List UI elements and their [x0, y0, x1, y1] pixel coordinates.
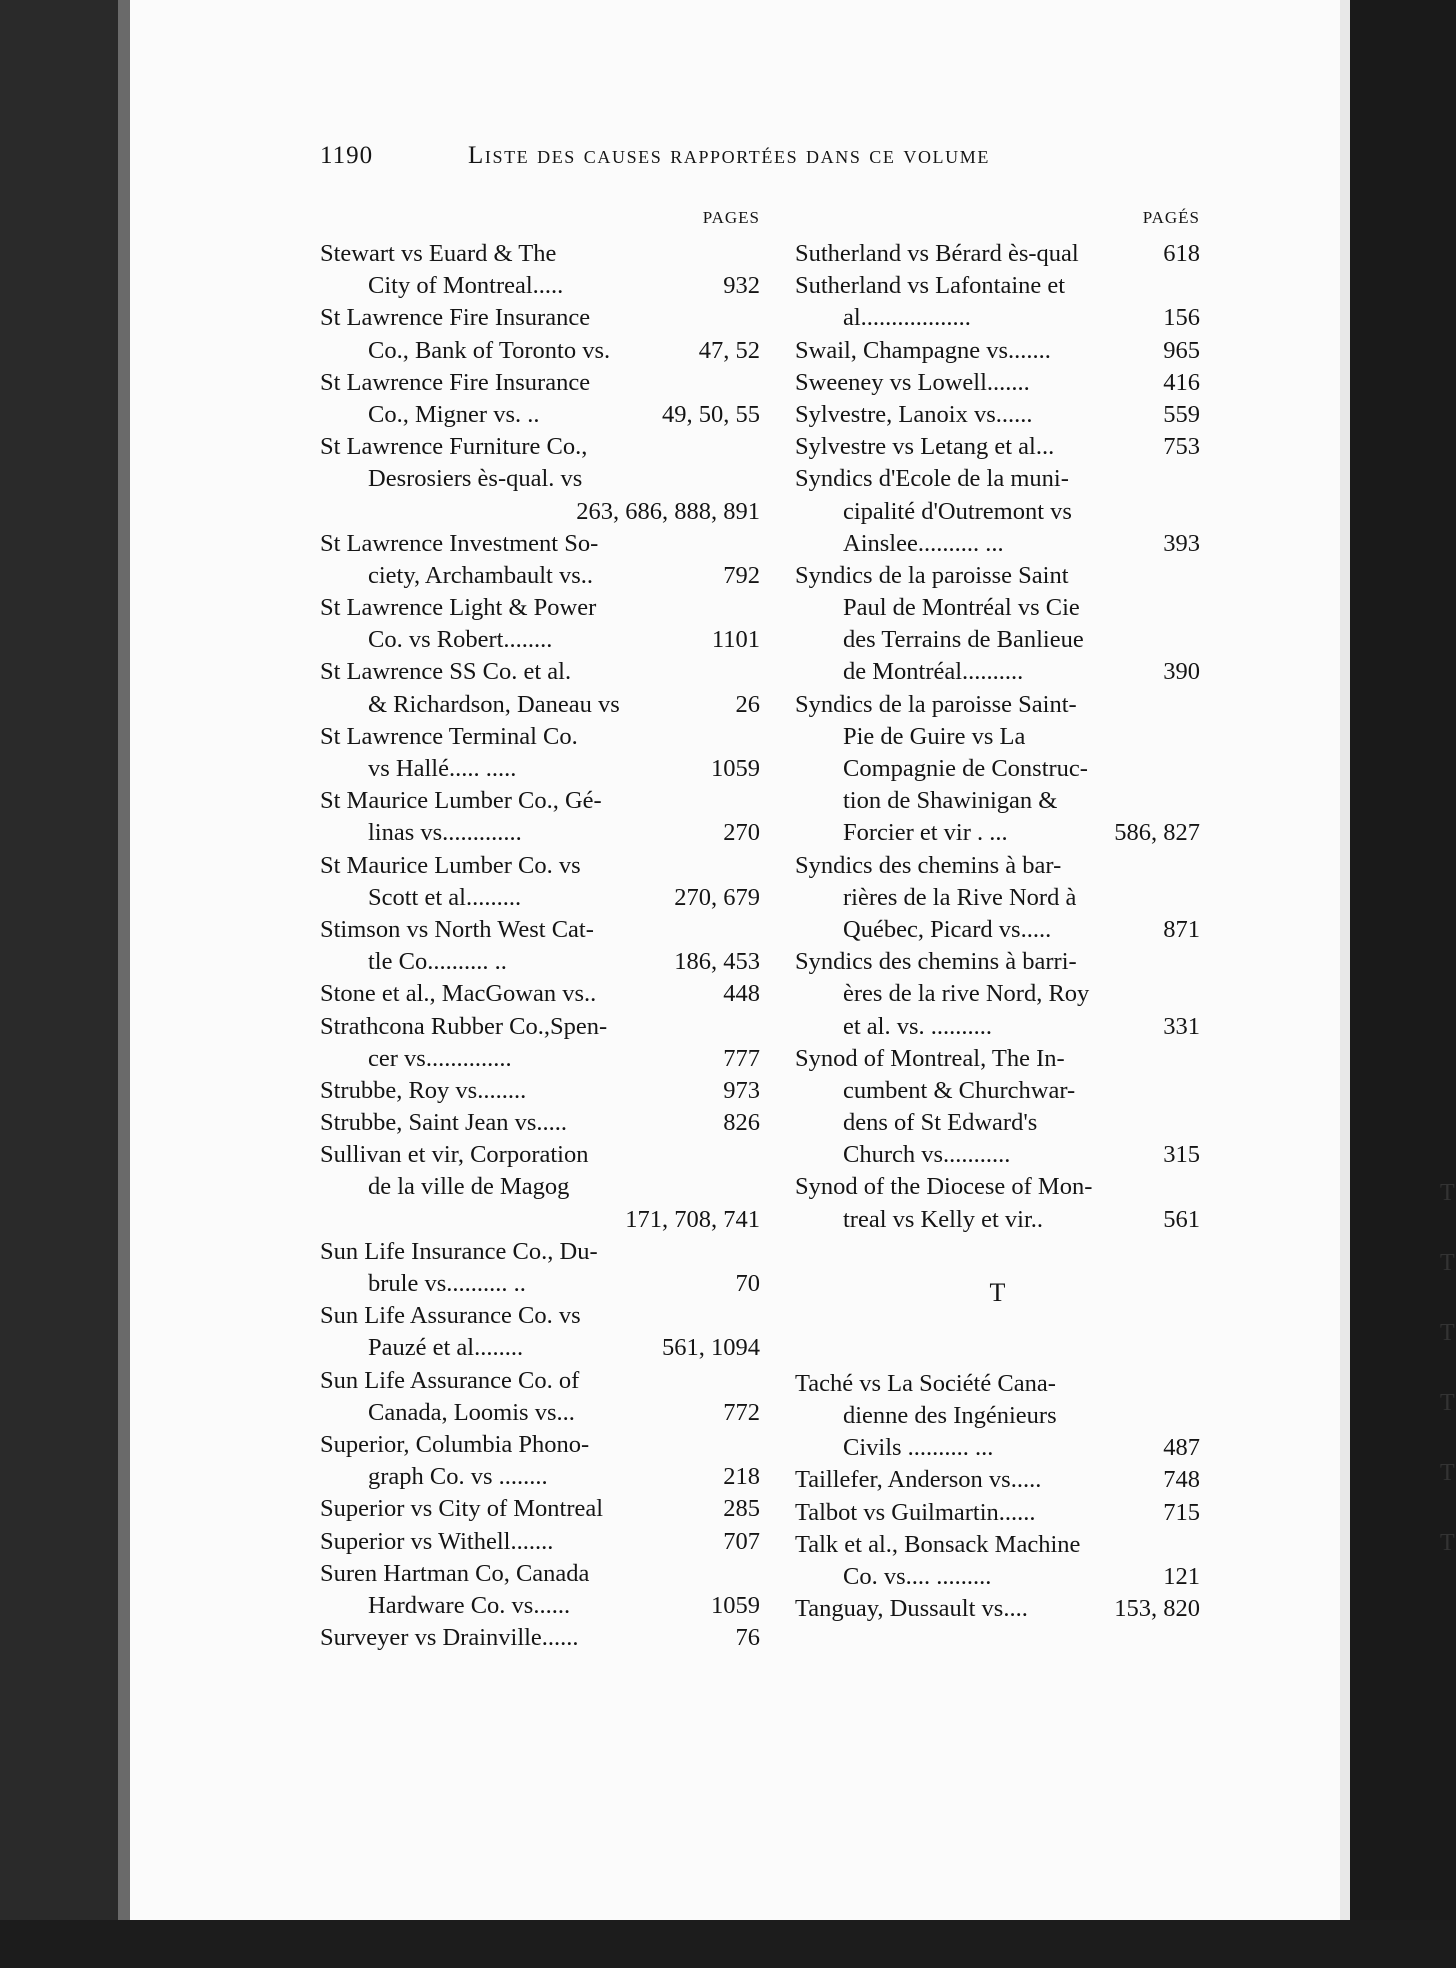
adjacent-page-letters [1440, 1180, 1456, 1600]
page-reference: 263, 686, 888, 891 [570, 496, 760, 528]
case-text: Syndics de la paroisse Saint [795, 561, 1069, 589]
index-line [320, 1300, 760, 1332]
page-reference: 487 [1157, 1432, 1200, 1464]
case-text: dens of St Edward's [843, 1109, 1038, 1137]
case-text: Sun Life Assurance Co. of [320, 1366, 580, 1394]
running-header [320, 142, 1120, 182]
case-text: Co. vs.... ......... [843, 1562, 992, 1590]
case-text: Canada, Loomis vs... [368, 1398, 575, 1426]
index-line [320, 1171, 760, 1203]
page-reference: 561, 1094 [656, 1332, 760, 1364]
case-text: Co., Bank of Toronto vs. [368, 336, 611, 364]
case-text: tion de Shawinigan & [843, 787, 1058, 815]
index-line [795, 238, 1200, 270]
index-line [795, 1497, 1200, 1529]
index-line [795, 1368, 1200, 1400]
case-text: Syndics de la paroisse Saint- [795, 690, 1077, 718]
index-line [320, 914, 760, 946]
index-line [795, 882, 1200, 914]
page-reference: 393 [1157, 528, 1200, 560]
index-line [320, 1461, 760, 1493]
index-line [320, 850, 760, 882]
index-line [320, 978, 760, 1010]
index-line [795, 1400, 1200, 1432]
case-text: Superior vs Withell....... [320, 1527, 554, 1555]
case-text: Syndics d'Ecole de la muni- [795, 465, 1069, 493]
index-line [320, 1493, 760, 1525]
index-line [795, 528, 1200, 560]
case-text: Surveyer vs Drainville...... [320, 1624, 579, 1652]
case-text: Syndics des chemins à bar- [795, 851, 1062, 879]
case-text: Strubbe, Roy vs........ [320, 1076, 527, 1104]
index-line [795, 463, 1200, 495]
index-line [320, 302, 760, 334]
case-text: Synod of Montreal, The In- [795, 1044, 1065, 1072]
case-text: & Richardson, Daneau vs [368, 690, 620, 718]
index-line [320, 785, 760, 817]
case-text: Talbot vs Guilmartin...... [795, 1498, 1036, 1526]
page-reference: 748 [1157, 1464, 1200, 1496]
case-text: treal vs Kelly et vir.. [843, 1205, 1044, 1233]
index-line [795, 560, 1200, 592]
page-reference: 285 [717, 1493, 760, 1525]
index-line [795, 914, 1200, 946]
case-text: Hardware Co. vs...... [368, 1591, 571, 1619]
index-line [795, 1593, 1200, 1625]
page-reference: 171, 708, 741 [619, 1204, 760, 1236]
index-line [795, 1043, 1200, 1075]
case-text: cipalité d'Outremont vs [843, 497, 1072, 525]
case-text: et al. vs. .......... [843, 1012, 993, 1040]
case-text: Strubbe, Saint Jean vs..... [320, 1109, 568, 1137]
index-line [320, 528, 760, 560]
index-line [795, 978, 1200, 1010]
left-column [320, 208, 760, 1654]
case-text: St Lawrence SS Co. et al. [320, 658, 572, 686]
index-line [320, 496, 760, 528]
index-line [320, 1526, 760, 1558]
case-text: Compagnie de Construc- [843, 755, 1088, 782]
case-text: Paul de Montréal vs Cie [843, 594, 1080, 622]
case-text: linas vs............. [368, 819, 522, 847]
case-text: Québec, Picard vs..... [843, 915, 1052, 943]
page-reference: 777 [717, 1043, 760, 1075]
case-text: Suren Hartman Co, Canada [320, 1559, 590, 1587]
stray-letter: T [1440, 1460, 1455, 1486]
index-line [320, 1590, 760, 1622]
page-reference: 26 [730, 689, 761, 721]
index-line [320, 689, 760, 721]
case-text: graph Co. vs ........ [368, 1463, 548, 1491]
index-line [320, 431, 760, 463]
case-text: cumbent & Churchwar- [843, 1076, 1076, 1104]
case-text: St Maurice Lumber Co. vs [320, 851, 581, 879]
page-reference: 121 [1157, 1561, 1200, 1593]
index-line [795, 399, 1200, 431]
index-line [795, 817, 1200, 849]
index-line [795, 367, 1200, 399]
index-line [795, 1139, 1200, 1171]
page-reference: 707 [717, 1526, 760, 1558]
case-text: Co., Migner vs. .. [368, 400, 540, 428]
index-line [320, 399, 760, 431]
page-reference: 448 [717, 978, 760, 1010]
case-text: Pie de Guire vs La [843, 722, 1026, 750]
stray-letter: T [1440, 1530, 1455, 1556]
stray-letter: T [1440, 1250, 1455, 1276]
case-text: Superior vs City of Montreal [320, 1495, 604, 1523]
index-line [320, 656, 760, 688]
case-text: Sutherland vs Bérard ès-qual [795, 240, 1079, 267]
index-line [320, 1204, 760, 1236]
index-line [320, 1075, 760, 1107]
page-reference: 871 [1157, 914, 1200, 946]
case-text: Sylvestre, Lanoix vs...... [795, 400, 1033, 428]
page-reference: 47, 52 [693, 335, 760, 367]
case-text: Stimson vs North West Cat- [320, 915, 594, 943]
case-text: de Montréal.......... [843, 658, 1024, 686]
section-letter: T [989, 1277, 1006, 1307]
case-text: St Lawrence Light & Power [320, 594, 597, 622]
case-list-left [320, 238, 760, 1654]
index-line [320, 1043, 760, 1075]
case-text: Synod of the Diocese of Mon- [795, 1173, 1093, 1201]
stray-letter: T [1440, 1320, 1455, 1346]
page-reference: 416 [1157, 367, 1200, 399]
index-line [320, 1365, 760, 1397]
index-line [795, 946, 1200, 978]
case-text: Taillefer, Anderson vs..... [795, 1466, 1042, 1494]
page-reference: 186, 453 [668, 946, 760, 978]
index-line [795, 1204, 1200, 1236]
case-text: Desrosiers ès-qual. vs [368, 465, 583, 493]
case-text: City of Montreal..... [368, 272, 564, 300]
case-text: tle Co.......... .. [368, 948, 507, 976]
page-reference: 932 [717, 270, 760, 302]
index-line [795, 785, 1200, 817]
page-reference: 1101 [706, 624, 760, 656]
index-line [795, 496, 1200, 528]
page-reference: 618 [1157, 238, 1200, 270]
case-text: St Lawrence Fire Insurance [320, 368, 591, 396]
index-line [795, 431, 1200, 463]
case-text: al.................. [843, 304, 971, 332]
case-text: Superior, Columbia Phono- [320, 1430, 590, 1458]
index-line [795, 753, 1200, 785]
index-line [320, 560, 760, 592]
case-text: Civils .......... ... [843, 1434, 994, 1462]
case-text: Sutherland vs Lafontaine et [795, 272, 1066, 300]
stray-letter: T [1440, 1180, 1455, 1206]
index-line [320, 1139, 760, 1171]
index-line [795, 1529, 1200, 1561]
page-reference: 586, 827 [1108, 817, 1200, 849]
case-text: vs Hallé..... ..... [368, 755, 517, 782]
page-reference: 49, 50, 55 [656, 399, 760, 431]
case-text: Sullivan et vir, Corporation [320, 1141, 589, 1169]
case-text: Co. vs Robert........ [368, 626, 553, 654]
index-line [320, 753, 760, 785]
page-reference: 792 [717, 560, 760, 592]
case-text: de la ville de Magog [368, 1173, 570, 1201]
scan-right-edge [1350, 0, 1456, 1968]
page-reference: 153, 820 [1108, 1593, 1200, 1625]
case-text: Pauzé et al........ [368, 1334, 524, 1362]
case-text: Scott et al......... [368, 883, 522, 911]
case-text: Church vs........... [843, 1141, 1011, 1169]
index-line [320, 624, 760, 656]
index-line [320, 1558, 760, 1590]
case-text: Stone et al., MacGowan vs.. [320, 980, 597, 1008]
index-line [795, 689, 1200, 721]
page-reference: 965 [1157, 335, 1200, 367]
case-text: Ainslee.......... ... [843, 529, 1004, 557]
page-reference: 270 [717, 817, 760, 849]
running-title: Liste des causes rapportées dans ce volume [468, 142, 990, 169]
index-line [795, 1171, 1200, 1203]
index-line [320, 1011, 760, 1043]
page-reference: 1059 [705, 1590, 760, 1622]
scan-bottom-edge [0, 1920, 1456, 1968]
right-column [795, 208, 1200, 1625]
case-text: Tanguay, Dussault vs.... [795, 1595, 1028, 1623]
index-line [320, 1429, 760, 1461]
index-line [320, 882, 760, 914]
page-reference: 331 [1157, 1011, 1200, 1043]
index-line [320, 335, 760, 367]
case-text: Sun Life Assurance Co. vs [320, 1302, 581, 1330]
case-text: Sweeney vs Lowell....... [795, 368, 1030, 396]
page-reference: 559 [1157, 399, 1200, 431]
case-text: St Lawrence Investment So- [320, 529, 599, 557]
page-reference: 1059 [705, 753, 760, 785]
page-reference: 753 [1157, 431, 1200, 463]
index-line [795, 1075, 1200, 1107]
page-reference: 218 [717, 1461, 760, 1493]
index-line [795, 721, 1200, 753]
stray-letter: T [1440, 1390, 1455, 1416]
case-text: Strathcona Rubber Co.,Spen- [320, 1012, 608, 1040]
case-text: St Lawrence Terminal Co. [320, 722, 578, 750]
index-line [795, 335, 1200, 367]
index-line [795, 270, 1200, 302]
index-line [795, 1561, 1200, 1593]
case-list-right-s [795, 238, 1200, 1236]
case-list-right-t [795, 1368, 1200, 1626]
case-text: Sun Life Insurance Co., Du- [320, 1237, 598, 1265]
case-text: Talk et al., Bonsack Machine [795, 1530, 1081, 1558]
page-reference: 156 [1157, 302, 1200, 334]
page-reference: 270, 679 [668, 882, 760, 914]
case-text: ciety, Archambault vs.. [368, 561, 593, 589]
case-text: St Lawrence Fire Insurance [320, 304, 591, 332]
pages-heading: PAGÉS [1142, 208, 1200, 227]
index-line [320, 367, 760, 399]
page-reference: 390 [1157, 656, 1200, 688]
case-text: cer vs.............. [368, 1044, 512, 1072]
case-text: ères de la rive Nord, Roy [843, 980, 1090, 1008]
case-text: Taché vs La Société Cana- [795, 1369, 1056, 1397]
case-text: St Maurice Lumber Co., Gé- [320, 787, 602, 815]
index-line [795, 302, 1200, 334]
pages-heading: PAGES [702, 208, 760, 227]
index-line [795, 624, 1200, 656]
index-line [795, 1464, 1200, 1496]
case-text: rières de la Rive Nord à [843, 883, 1077, 911]
case-text: dienne des Ingénieurs [843, 1402, 1057, 1429]
case-text: Sylvestre vs Letang et al... [795, 433, 1055, 461]
index-line [320, 1236, 760, 1268]
index-line [320, 1332, 760, 1364]
case-text: Syndics des chemins à barri- [795, 948, 1077, 976]
case-text: St Lawrence Furniture Co., [320, 433, 588, 461]
index-line [320, 1397, 760, 1429]
index-line [320, 463, 760, 495]
page-reference: 772 [717, 1397, 760, 1429]
index-line [795, 1432, 1200, 1464]
page-reference: 826 [717, 1107, 760, 1139]
index-line [320, 1622, 760, 1654]
index-line [795, 656, 1200, 688]
case-text: Stewart vs Euard & The [320, 240, 557, 267]
case-text: des Terrains de Banlieue [843, 626, 1084, 654]
index-line [795, 1107, 1200, 1139]
page-reference: 715 [1157, 1497, 1200, 1529]
index-line [320, 592, 760, 624]
page-reference: 561 [1157, 1204, 1200, 1236]
index-line [320, 1107, 760, 1139]
page-number: 1190 [320, 142, 374, 169]
index-line [320, 817, 760, 849]
case-text: Swail, Champagne vs....... [795, 336, 1051, 364]
scan-left-edge [0, 0, 130, 1968]
page-reference: 76 [730, 1622, 761, 1654]
scan-left-edge-shadow [118, 0, 130, 1968]
index-line [320, 721, 760, 753]
index-line [795, 850, 1200, 882]
page-reference: 315 [1157, 1139, 1200, 1171]
index-line [320, 238, 760, 270]
case-text: Forcier et vir . ... [843, 819, 1008, 847]
page-reference: 70 [730, 1268, 761, 1300]
index-line [320, 946, 760, 978]
case-text: brule vs.......... .. [368, 1270, 526, 1297]
page-reference: 973 [717, 1075, 760, 1107]
index-line [795, 1011, 1200, 1043]
index-line [320, 270, 760, 302]
index-line [320, 1268, 760, 1300]
index-line [795, 592, 1200, 624]
